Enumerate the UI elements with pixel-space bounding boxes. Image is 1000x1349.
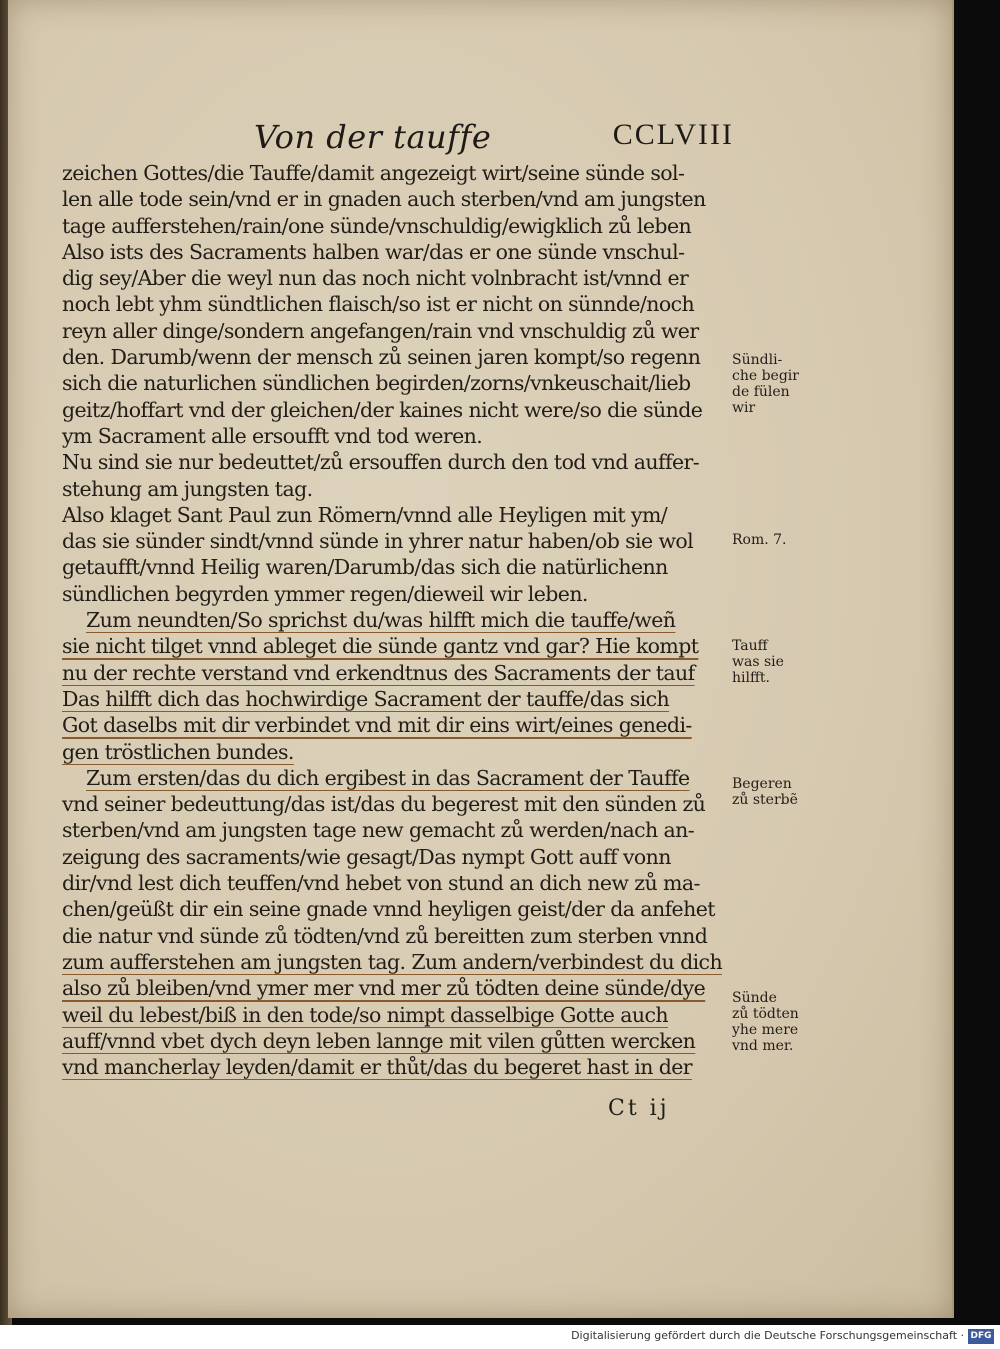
margin-note [732,638,812,686]
margin-note [732,352,812,416]
text-line-underlined: Got daselbs mit dir verbindet vnd mit dir eins wirt/eines genedi- [62,713,692,738]
text-line: noch lebt yhm sündtlichen flaisch/so ist er nicht on sünnde/noch [62,292,695,317]
margin-note-line: che begir [732,368,799,384]
text-line: die natur vnd sünde zů tödten/vnd zů bereitten zum sterben vnnd [62,923,708,948]
funding-credit: Digitalisierung gefördert durch die Deutsche Forschungsgemeinschaft · [571,1329,964,1342]
margin-note-line: de fülen [732,384,790,400]
margin-note-line: was sie [732,654,784,670]
text-line: reyn aller dinge/sondern angefangen/rain vnd vnschuldig zů wer [62,318,699,343]
margin-note-line: wir [732,400,756,416]
text-line-underlined: Zum ersten/das du dich ergibest in das Sacrament der Tauffe [86,765,690,790]
text-line: sterben/vnd am jungsten tage new gemacht zů werden/nach an- [62,818,695,843]
text-line-underlined: weil du lebest/biß in den tode/so nimpt dasselbige Gotte auch [62,1002,668,1027]
text-line: sündlichen begyrden ymmer regen/dieweil wir leben. [62,581,588,606]
margin-note-line: yhe mere [732,1022,799,1038]
margin-note [732,776,812,808]
signature-mark: Ct ij [608,1096,670,1121]
text-line-underlined: Zum neundten/So sprichst du/was hilfft mich die tauffe/weñ [86,608,676,633]
text-line: tage aufferstehen/rain/one sünde/vnschuldig/ewigklich zů leben [62,213,692,238]
margin-note [732,990,812,1054]
text-line: getaufft/vnnd Heilig waren/Darumb/das sich die natürlichenn [62,555,668,580]
text-line-underlined: sie nicht tilget vnnd ableget die sünde gantz vnd gar? Hie kompt [62,634,699,659]
text-line: stehung am jungsten tag. [62,476,313,501]
text-line: geitz/hoffart vnd der gleichen/der kaines nicht were/so die sünde [62,397,703,422]
text-line: chen/geüßt dir ein seine gnade vnnd heyligen geist/der da anfehet [62,897,715,922]
text-line: Also klaget Sant Paul zun Römern/vnnd alle Heyligen mit ym/ [62,502,668,527]
body-text [62,160,730,1080]
text-line: Nu sind sie nur bedeuttet/zů ersouffen durch den tod vnd auffer- [62,450,700,475]
text-line-underlined: nu der rechte verstand vnd erkendtnus des Sacraments der tauf [62,660,695,685]
text-line-underlined: vnd mancherlay leyden/damit er thůt/das du begeret hast in der [62,1055,692,1080]
text-line: ym Sacrament alle ersoufft vnd tod weren. [62,423,483,448]
margin-note [732,532,812,548]
text-line-underlined: also zů bleiben/vnd ymer mer vnd mer zů tödten deine sünde/dye [62,976,706,1001]
text-line: vnd seiner bedeuttung/das ist/das du begerest mit den sünden zů [62,792,706,817]
text-line: len alle tode sein/vnd er in gnaden auch sterben/vnd am jungsten [62,187,706,212]
margin-note-line: zů sterbẽ [732,792,798,808]
text-line-underlined: gen tröstlichen bundes. [62,739,294,764]
text-line-underlined: Das hilfft dich das hochwirdige Sacrament der tauffe/das sich [62,686,670,711]
text-line: dig sey/Aber die weyl nun das noch nicht volnbracht ist/vnnd er [62,266,689,291]
margin-note-line: hilfft. [732,670,770,686]
text-line: Also ists des Sacraments halben war/das er one sünde vnschul- [62,239,685,264]
margin-note-line: Begeren [732,776,792,792]
dfg-logo: DFG [968,1329,994,1344]
margin-note-line: Tauff [732,638,768,654]
text-line: sich die naturlichen sündlichen begirden/zorns/vnkeuschait/lieb [62,371,691,396]
text-line: zeigung des sacraments/wie gesagt/Das nympt Gott auff vonn [62,844,671,869]
text-line-underlined: zum aufferstehen am jungsten tag. Zum andern/verbindest du dich [62,949,723,974]
margin-note-line: zů tödten [732,1006,799,1022]
margin-note-line: Rom. 7. [732,532,787,548]
text-line: dir/vnd lest dich teuffen/vnd hebet von stund an dich new zů ma- [62,871,700,896]
margin-note-line: Sünde [732,990,777,1006]
running-title: Von der tauffe [254,118,492,156]
folio-number: CCLVIII [612,118,734,151]
page-header [254,118,734,162]
margin-note-line: Sündli- [732,352,783,368]
text-line: den. Darumb/wenn der mensch zů seinen jaren kompt/so regenn [62,345,701,370]
text-line-underlined: auff/vnnd vbet dych deyn leben lannge mit vilen gůtten wercken [62,1028,696,1053]
footer-bar [0,1325,1000,1349]
text-line: das sie sünder sindt/vnnd sünde in yhrer natur haben/ob sie wol [62,529,694,554]
margin-note-line: vnd mer. [732,1038,794,1054]
text-line: zeichen Gottes/die Tauffe/damit angezeigt wirt/seine sünde sol- [62,161,685,185]
